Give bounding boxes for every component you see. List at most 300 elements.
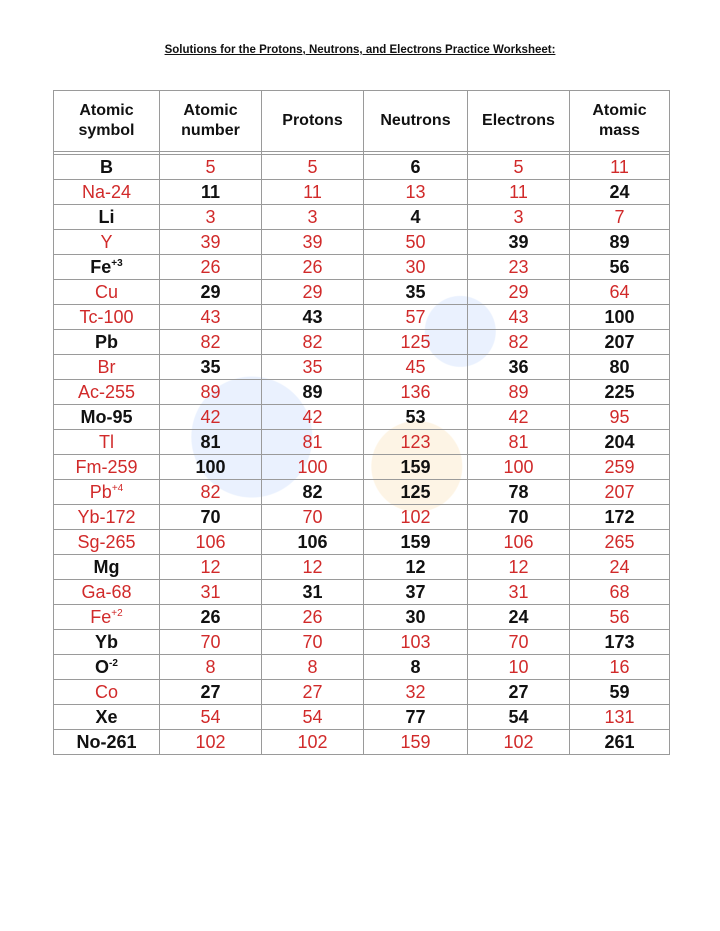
cell-atomic-mass: [570, 605, 670, 630]
cell-protons: [262, 355, 364, 380]
cell-value: 26: [200, 606, 221, 627]
cell-value: 89: [200, 381, 221, 402]
cell-value: 42: [200, 406, 221, 427]
cell-value: Mo-95: [80, 406, 133, 427]
cell-value: 106: [195, 531, 226, 552]
cell-value: 125: [400, 481, 431, 502]
cell-value: 24: [609, 556, 630, 577]
cell-value: 100: [297, 456, 328, 477]
cell-value: 70: [508, 631, 529, 652]
header-atomic-number: [160, 91, 262, 152]
cell-atomic-symbol: [54, 405, 160, 430]
cell-atomic-mass: [570, 380, 670, 405]
cell-atomic-mass: [570, 230, 670, 255]
cell-atomic-mass: [570, 505, 670, 530]
cell-atomic-mass: [570, 430, 670, 455]
cell-value: 6: [410, 156, 421, 177]
cell-value: 159: [400, 731, 431, 752]
cell-atomic-number: [160, 305, 262, 330]
cell-atomic-mass: [570, 255, 670, 280]
cell-atomic-mass: [570, 205, 670, 230]
cell-value: 13: [405, 181, 426, 202]
header-line: Atomic: [592, 102, 647, 119]
cell-value: 35: [302, 356, 323, 377]
cell-value: 3: [307, 206, 318, 227]
header-line: mass: [599, 122, 640, 139]
cell-value: 29: [508, 281, 529, 302]
cell-value: 82: [302, 481, 323, 502]
cell-value: B: [100, 156, 113, 177]
cell-atomic-symbol: [54, 380, 160, 405]
cell-protons: [262, 530, 364, 555]
cell-value: 225: [604, 381, 635, 402]
cell-protons: [262, 380, 364, 405]
cell-electrons: [468, 280, 570, 305]
cell-neutrons: [364, 255, 468, 280]
cell-electrons: [468, 580, 570, 605]
table-row: [54, 455, 670, 480]
table-row: [54, 705, 670, 730]
cell-value: 159: [400, 531, 431, 552]
cell-protons: [262, 280, 364, 305]
cell-atomic-symbol: [54, 605, 160, 630]
cell-electrons: [468, 380, 570, 405]
cell-atomic-symbol: [54, 705, 160, 730]
cell-value: 45: [405, 356, 426, 377]
cell-value: 23: [508, 256, 529, 277]
cell-value: 31: [508, 581, 529, 602]
cell-electrons: [468, 630, 570, 655]
header-line: Protons: [282, 112, 343, 129]
cell-neutrons: [364, 605, 468, 630]
cell-value: Y: [100, 231, 113, 252]
cell-atomic-symbol: [54, 205, 160, 230]
cell-electrons: [468, 555, 570, 580]
cell-value: 12: [200, 556, 221, 577]
cell-value: 173: [604, 631, 635, 652]
cell-electrons: [468, 155, 570, 180]
cell-protons: [262, 230, 364, 255]
cell-atomic-number: [160, 230, 262, 255]
cell-value: 136: [400, 381, 431, 402]
cell-value: 78: [508, 481, 529, 502]
cell-value: 31: [302, 581, 323, 602]
cell-atomic-mass: [570, 555, 670, 580]
cell-atomic-symbol: [54, 630, 160, 655]
cell-atomic-symbol: [54, 430, 160, 455]
cell-protons: [262, 255, 364, 280]
cell-value: 12: [405, 556, 426, 577]
cell-electrons: [468, 430, 570, 455]
cell-value: 42: [508, 406, 529, 427]
cell-value: 10: [508, 656, 529, 677]
cell-value: Pb: [89, 481, 112, 502]
cell-value: 29: [302, 281, 323, 302]
cell-value: 11: [509, 181, 528, 202]
cell-neutrons: [364, 630, 468, 655]
cell-value: 125: [400, 331, 431, 352]
cell-value: 43: [200, 306, 221, 327]
table-row: [54, 605, 670, 630]
cell-value: 102: [195, 731, 226, 752]
cell-neutrons: [364, 330, 468, 355]
cell-value: 89: [508, 381, 529, 402]
cell-protons: [262, 655, 364, 680]
table-row: [54, 280, 670, 305]
cell-value: Tl: [99, 431, 114, 452]
cell-value: 8: [205, 656, 216, 677]
header-electrons: [468, 91, 570, 152]
cell-value: 11: [303, 181, 322, 202]
cell-value: 56: [609, 256, 630, 277]
cell-value: 54: [508, 706, 529, 727]
cell-value: 100: [503, 456, 534, 477]
cell-atomic-symbol: [54, 680, 160, 705]
cell-neutrons: [364, 680, 468, 705]
cell-atomic-number: [160, 480, 262, 505]
table-row: [54, 555, 670, 580]
cell-value: Pb: [94, 331, 118, 352]
header-line: symbol: [78, 122, 135, 139]
cell-neutrons: [364, 155, 468, 180]
cell-value: 102: [297, 731, 328, 752]
cell-atomic-number: [160, 155, 262, 180]
cell-value: 159: [400, 456, 431, 477]
cell-atomic-mass: [570, 480, 670, 505]
cell-atomic-symbol: [54, 305, 160, 330]
cell-protons: [262, 580, 364, 605]
cell-atomic-symbol: [54, 230, 160, 255]
charge-superscript: +3: [111, 257, 123, 269]
cell-protons: [262, 505, 364, 530]
cell-atomic-symbol: [54, 355, 160, 380]
cell-value: 37: [405, 581, 426, 602]
cell-neutrons: [364, 380, 468, 405]
cell-value: Xe: [95, 706, 118, 727]
cell-atomic-mass: [570, 705, 670, 730]
cell-value: Fe: [90, 606, 112, 627]
header-protons: [262, 91, 364, 152]
cell-atomic-number: [160, 605, 262, 630]
table-row: [54, 655, 670, 680]
cell-atomic-number: [160, 555, 262, 580]
cell-value: Fe: [90, 256, 112, 277]
table-row: [54, 680, 670, 705]
cell-value: 59: [609, 681, 630, 702]
cell-electrons: [468, 205, 570, 230]
cell-protons: [262, 480, 364, 505]
cell-value: 26: [200, 256, 221, 277]
cell-value: 50: [405, 231, 426, 252]
cell-value: 100: [195, 456, 226, 477]
cell-protons: [262, 630, 364, 655]
cell-electrons: [468, 505, 570, 530]
cell-value: 81: [302, 431, 323, 452]
cell-value: 27: [302, 681, 323, 702]
cell-electrons: [468, 680, 570, 705]
cell-value: Yb: [94, 631, 118, 652]
cell-neutrons: [364, 430, 468, 455]
cell-protons: [262, 680, 364, 705]
table-row: [54, 330, 670, 355]
cell-protons: [262, 330, 364, 355]
cell-electrons: [468, 605, 570, 630]
cell-neutrons: [364, 730, 468, 755]
cell-atomic-mass: [570, 405, 670, 430]
cell-atomic-number: [160, 580, 262, 605]
cell-electrons: [468, 455, 570, 480]
cell-value: 54: [302, 706, 323, 727]
header-row: [54, 91, 670, 152]
cell-value: Sg-265: [77, 531, 136, 552]
cell-value: 70: [200, 506, 221, 527]
cell-value: 172: [604, 506, 635, 527]
header-atomic-symbol: [54, 91, 160, 152]
header-line: number: [181, 122, 240, 139]
cell-atomic-number: [160, 355, 262, 380]
cell-atomic-symbol: [54, 280, 160, 305]
header-line: Atomic: [183, 102, 238, 119]
cell-value: 7: [614, 206, 625, 227]
table-row: [54, 355, 670, 380]
table-row: [54, 480, 670, 505]
cell-value: 32: [405, 681, 426, 702]
cell-electrons: [468, 480, 570, 505]
cell-value: 207: [604, 331, 635, 352]
charge-superscript: +2: [111, 607, 123, 619]
header-line: Atomic: [79, 102, 134, 119]
cell-protons: [262, 455, 364, 480]
cell-neutrons: [364, 230, 468, 255]
cell-value: 70: [302, 631, 323, 652]
header-line: Neutrons: [380, 112, 451, 129]
cell-neutrons: [364, 505, 468, 530]
cell-value: Tc-100: [79, 306, 134, 327]
table-row: [54, 730, 670, 755]
cell-value: 131: [604, 706, 635, 727]
cell-atomic-mass: [570, 630, 670, 655]
cell-value: 30: [405, 256, 426, 277]
cell-value: 70: [302, 506, 323, 527]
table-row: [54, 405, 670, 430]
table-row: [54, 255, 670, 280]
cell-value: O: [95, 656, 110, 677]
cell-value: 39: [200, 231, 221, 252]
cell-value: 89: [609, 231, 630, 252]
table-row: [54, 305, 670, 330]
table-row: [54, 580, 670, 605]
cell-value: 30: [405, 606, 426, 627]
cell-value: 204: [604, 431, 635, 452]
cell-value: 42: [302, 406, 323, 427]
header-atomic-mass: [570, 91, 670, 152]
cell-atomic-number: [160, 630, 262, 655]
cell-atomic-number: [160, 180, 262, 205]
cell-value: 123: [400, 431, 431, 452]
cell-neutrons: [364, 530, 468, 555]
cell-value: 24: [609, 181, 630, 202]
cell-atomic-mass: [570, 355, 670, 380]
cell-neutrons: [364, 480, 468, 505]
cell-value: No-261: [76, 731, 137, 752]
cell-atomic-mass: [570, 455, 670, 480]
cell-value: Li: [98, 206, 115, 227]
cell-value: Yb-172: [77, 506, 136, 527]
cell-atomic-number: [160, 205, 262, 230]
cell-atomic-mass: [570, 680, 670, 705]
cell-atomic-symbol: [54, 330, 160, 355]
cell-atomic-mass: [570, 530, 670, 555]
worksheet-title: Solutions for the Protons, Neutrons, and Electrons Practice Worksheet:: [164, 44, 556, 56]
cell-electrons: [468, 705, 570, 730]
cell-value: 57: [405, 306, 426, 327]
cell-atomic-mass: [570, 580, 670, 605]
cell-value: 3: [513, 206, 524, 227]
cell-value: 89: [302, 381, 323, 402]
cell-electrons: [468, 330, 570, 355]
cell-value: 56: [609, 606, 630, 627]
cell-atomic-number: [160, 330, 262, 355]
cell-value: 102: [400, 506, 431, 527]
cell-protons: [262, 305, 364, 330]
cell-value: 39: [302, 231, 323, 252]
cell-electrons: [468, 305, 570, 330]
cell-protons: [262, 205, 364, 230]
cell-value: 24: [508, 606, 529, 627]
cell-electrons: [468, 405, 570, 430]
cell-protons: [262, 430, 364, 455]
cell-value: 100: [604, 306, 635, 327]
cell-atomic-number: [160, 530, 262, 555]
table-row: [54, 530, 670, 555]
cell-atomic-symbol: [54, 530, 160, 555]
cell-value: 68: [609, 581, 630, 602]
cell-value: Co: [94, 681, 118, 702]
cell-value: 35: [200, 356, 221, 377]
cell-atomic-symbol: [54, 480, 160, 505]
cell-value: 35: [405, 281, 426, 302]
cell-value: Na-24: [81, 181, 132, 202]
cell-value: 8: [307, 656, 318, 677]
cell-value: 77: [405, 706, 426, 727]
table-row: [54, 630, 670, 655]
cell-value: 43: [508, 306, 529, 327]
cell-atomic-symbol: [54, 730, 160, 755]
cell-protons: [262, 555, 364, 580]
table-row: [54, 230, 670, 255]
cell-value: 70: [200, 631, 221, 652]
cell-neutrons: [364, 405, 468, 430]
cell-value: Fm-259: [75, 456, 138, 477]
cell-value: 106: [503, 531, 534, 552]
cell-atomic-number: [160, 705, 262, 730]
cell-value: 3: [205, 206, 216, 227]
cell-neutrons: [364, 305, 468, 330]
cell-value: 27: [200, 681, 221, 702]
cell-value: 106: [297, 531, 328, 552]
cell-value: 265: [604, 531, 635, 552]
cell-electrons: [468, 180, 570, 205]
cell-neutrons: [364, 280, 468, 305]
table-row: [54, 505, 670, 530]
cell-atomic-mass: [570, 155, 670, 180]
cell-value: 82: [302, 331, 323, 352]
cell-value: Cu: [94, 281, 118, 302]
cell-electrons: [468, 530, 570, 555]
cell-protons: [262, 180, 364, 205]
cell-atomic-number: [160, 380, 262, 405]
cell-atomic-symbol: [54, 455, 160, 480]
cell-atomic-number: [160, 455, 262, 480]
cell-value: 5: [513, 156, 524, 177]
cell-value: 54: [200, 706, 221, 727]
cell-atomic-number: [160, 655, 262, 680]
cell-atomic-mass: [570, 280, 670, 305]
cell-value: 11: [610, 156, 629, 177]
charge-superscript: -2: [109, 657, 118, 669]
cell-value: 82: [200, 481, 221, 502]
cell-atomic-number: [160, 430, 262, 455]
cell-atomic-number: [160, 730, 262, 755]
cell-value: 261: [604, 731, 635, 752]
header-neutrons: [364, 91, 468, 152]
cell-value: 29: [200, 281, 221, 302]
cell-value: 36: [508, 356, 529, 377]
cell-value: 12: [508, 556, 529, 577]
cell-electrons: [468, 655, 570, 680]
table-row: [54, 430, 670, 455]
cell-value: 16: [609, 656, 630, 677]
cell-value: 259: [604, 456, 635, 477]
cell-atomic-symbol: [54, 555, 160, 580]
cell-electrons: [468, 355, 570, 380]
cell-neutrons: [364, 355, 468, 380]
cell-atomic-number: [160, 505, 262, 530]
cell-atomic-symbol: [54, 580, 160, 605]
cell-protons: [262, 405, 364, 430]
cell-value: 43: [302, 306, 323, 327]
cell-atomic-symbol: [54, 180, 160, 205]
cell-atomic-symbol: [54, 255, 160, 280]
cell-value: 8: [410, 656, 421, 677]
cell-value: Ga-68: [81, 581, 132, 602]
cell-atomic-number: [160, 405, 262, 430]
table-row: [54, 380, 670, 405]
header-line: Electrons: [482, 112, 555, 129]
cell-atomic-mass: [570, 330, 670, 355]
cell-value: 12: [302, 556, 323, 577]
cell-atomic-mass: [570, 305, 670, 330]
cell-value: 82: [508, 331, 529, 352]
cell-atomic-number: [160, 280, 262, 305]
cell-atomic-number: [160, 255, 262, 280]
table-row: [54, 180, 670, 205]
worksheet-table: [53, 90, 670, 755]
cell-electrons: [468, 230, 570, 255]
cell-value: 27: [508, 681, 529, 702]
cell-protons: [262, 730, 364, 755]
cell-protons: [262, 605, 364, 630]
cell-atomic-number: [160, 680, 262, 705]
cell-value: 11: [200, 181, 221, 202]
cell-value: Mg: [93, 556, 120, 577]
cell-protons: [262, 155, 364, 180]
table-row: [54, 205, 670, 230]
cell-value: Ac-255: [77, 381, 136, 402]
cell-value: 80: [609, 356, 630, 377]
cell-value: 95: [609, 406, 630, 427]
cell-value: 5: [307, 156, 318, 177]
